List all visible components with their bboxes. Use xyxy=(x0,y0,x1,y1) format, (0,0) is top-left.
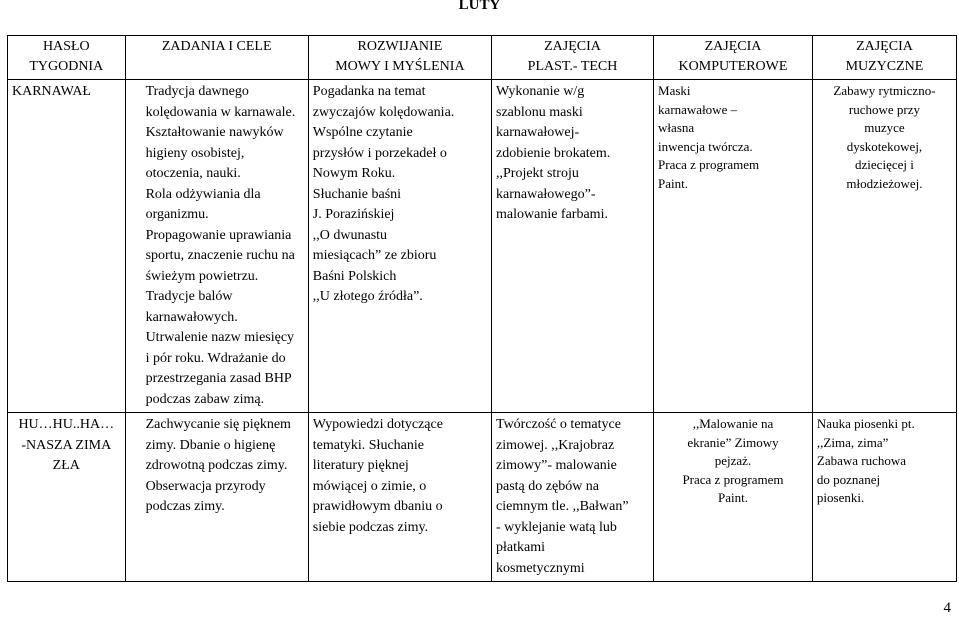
art-cell: Wykonanie w/g szablonu maski karnawałowej- zdobienie brokatem. ,,Projekt stroju karnawałowego”- malowanie farbami. xyxy=(492,80,654,413)
curriculum-table xyxy=(7,35,957,582)
page-number: 4 xyxy=(943,600,951,616)
tasks-cell: Zachwycanie się pięknem zimy. Dbanie o higienę zdrowotną podczas zimy. Obserwacja przyrody podczas zimy. xyxy=(125,413,308,582)
table-row xyxy=(8,413,957,582)
header-slogan: HASŁO TYGODNIA xyxy=(8,36,126,80)
header-tasks: ZADANIA I CELE xyxy=(125,36,308,80)
page-title: LUTY xyxy=(458,0,501,13)
computer-cell: ,,Malowanie na ekranie” Zimowy pejzaż. Praca z programem Paint. xyxy=(654,413,813,582)
header-computer: ZAJĘCIA KOMPUTEROWE xyxy=(654,36,813,80)
table-row xyxy=(8,80,957,413)
music-cell: Nauka piosenki pt. ,,Zima, zima” Zabawa ruchowa do poznanej piosenki. xyxy=(812,413,956,582)
music-cell: Zabawy rytmiczno- ruchowe przy muzyce dyskotekowej, dziecięcej i młodzieżowej. xyxy=(812,80,956,413)
table-header-row xyxy=(8,36,957,80)
header-speech: ROZWIJANIE MOWY I MYŚLENIA xyxy=(308,36,491,80)
computer-cell: Maski karnawałowe – własna inwencja twórcza. Praca z programem Paint. xyxy=(654,80,813,413)
speech-cell: Wypowiedzi dotyczące tematyki. Słuchanie literatury pięknej mówiącej o zimie, o prawidłowym dbaniu o siebie podczas zimy. xyxy=(308,413,491,582)
header-art: ZAJĘCIA PLAST.- TECH xyxy=(492,36,654,80)
art-cell: Twórczość o tematyce zimowej. ,,Krajobraz zimowy”- malowanie pastą do zębów na ciemnym tle. ,,Bałwan” - wyklejanie watą lub płatkami kosmetycznymi xyxy=(492,413,654,582)
week-slogan: KARNAWAŁ xyxy=(8,80,126,413)
header-music: ZAJĘCIA MUZYCZNE xyxy=(812,36,956,80)
week-slogan: HU…HU..HA… -NASZA ZIMA ZŁA xyxy=(8,413,126,582)
speech-cell: Pogadanka na temat zwyczajów kolędowania. Wspólne czytanie przysłów i porzekadeł o Nowym Roku. Słuchanie baśni J. Porazińskiej ,,O dwunastu miesiącach” ze zbioru Baśni Polskich ,,U złotego źródła”. xyxy=(308,80,491,413)
tasks-cell: Tradycja dawnego kolędowania w karnawale. Kształtowanie nawyków higieny osobistej, otoczenia, nauki. Rola odżywiania dla organizmu. Propagowanie uprawiania sportu, znaczenie ruchu na świeżym powietrzu. Tradycje balów karnawałowych. Utrwalenie nazw miesięcy i pór roku. Wdrażanie do przestrzegania zasad BHP podczas zabaw zimą. xyxy=(125,80,308,413)
